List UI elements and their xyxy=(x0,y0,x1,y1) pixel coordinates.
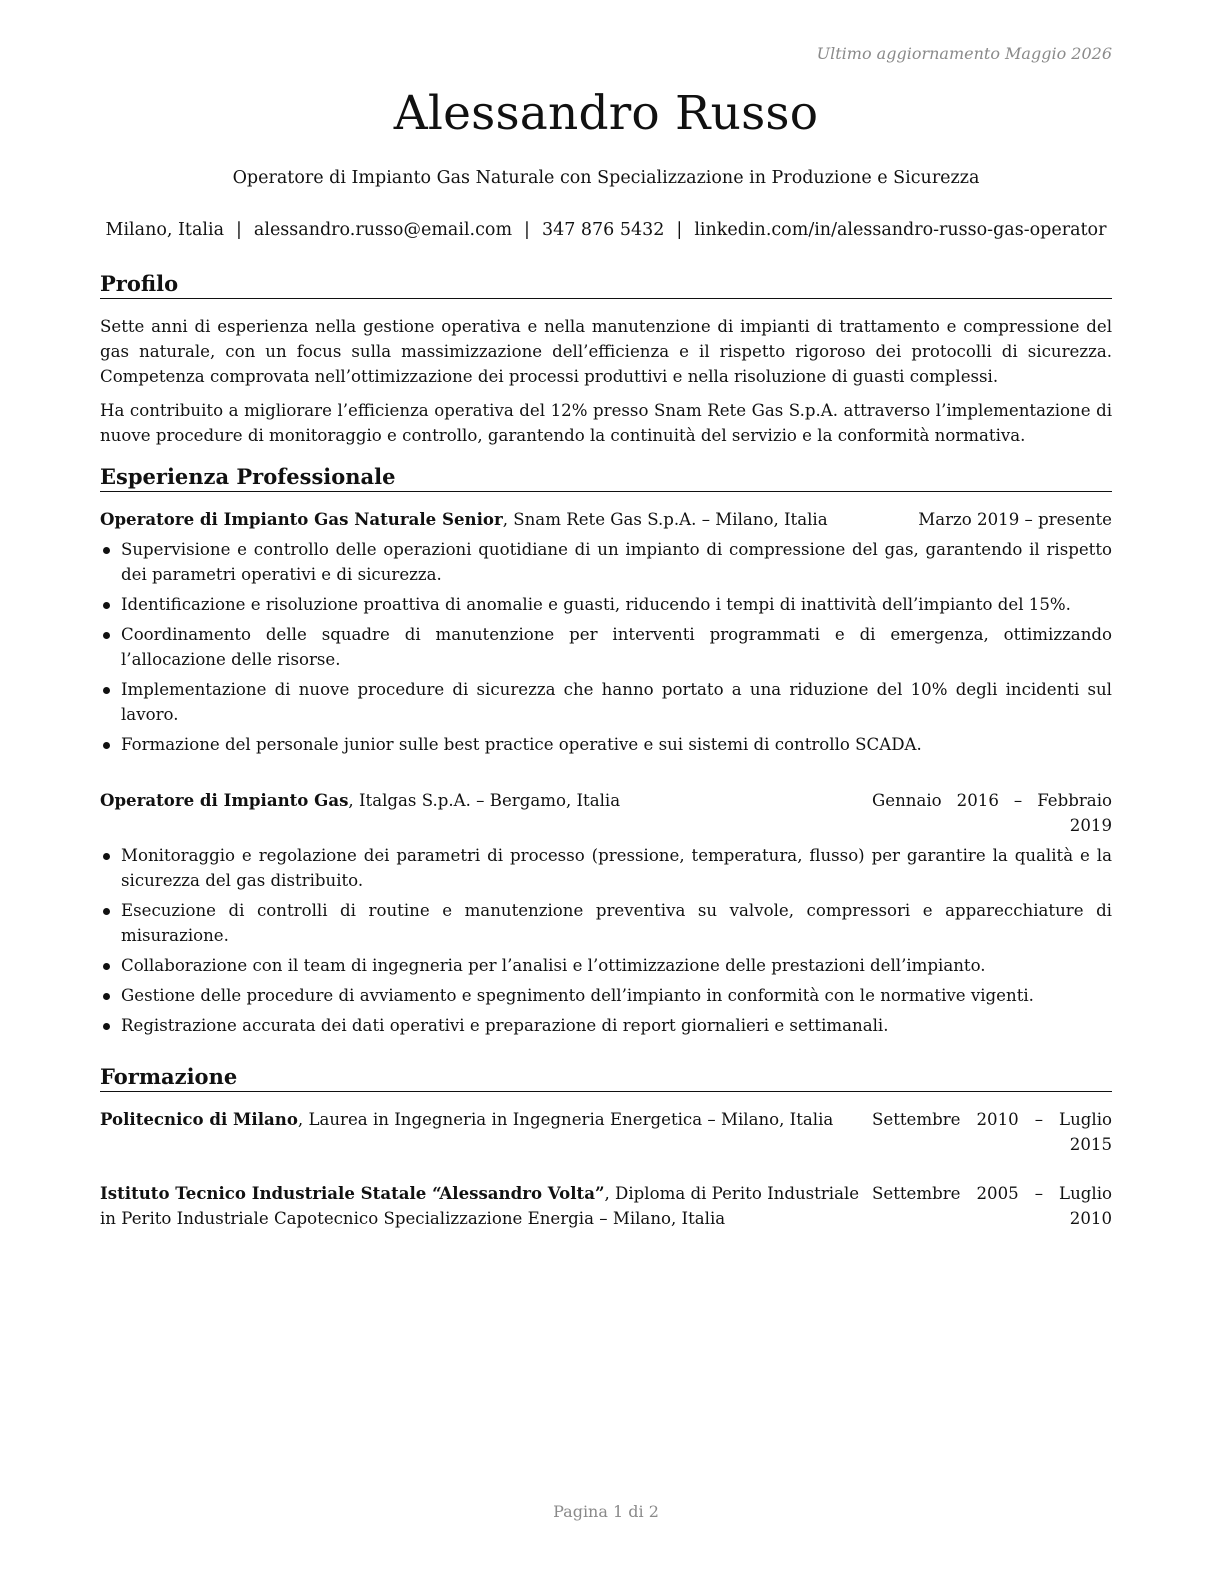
job-company: , Snam Rete Gas S.p.A. – Milano, Italia xyxy=(502,510,828,529)
education-dates: Settembre 2010 – Luglio 2015 xyxy=(872,1110,1112,1154)
job-role: Operatore di Impianto Gas Naturale Senior xyxy=(100,509,503,529)
contact-line xyxy=(100,220,1112,240)
education-details: , Laurea in Ingegneria in Ingegneria Energetica – Milano, Italia xyxy=(297,1110,834,1129)
education-title-line xyxy=(100,1107,833,1132)
candidate-name: Alessandro Russo xyxy=(393,86,819,141)
list-item: Formazione del personale junior sulle best practice operative e sui sistemi di controllo SCADA. xyxy=(100,732,1112,757)
job-dates: Gennaio 2016 – Febbraio 2019 xyxy=(872,791,1112,835)
job-bullets xyxy=(100,537,1112,762)
contact-separator: | xyxy=(236,220,242,240)
section-title-profile: Profilo xyxy=(100,271,1112,299)
education-dates: Settembre 2005 – Luglio 2010 xyxy=(872,1184,1112,1228)
list-item: Gestione delle procedure di avviamento e spegnimento dell’impianto in conformità con le normative vigenti. xyxy=(100,983,1112,1008)
contact-phone: 347 876 5432 xyxy=(541,220,665,240)
list-item: Collaborazione con il team di ingegneria per l’analisi e l’ottimizzazione delle prestazioni dell’impianto. xyxy=(100,953,1112,978)
profile-paragraph: Sette anni di esperienza nella gestione operativa e nella manutenzione di impianti di trattamento e compressione del gas naturale, con un focus sulla massimizzazione dell’efficienza e il rispetto rigoroso dei protocolli di sicurezza. Competenza comprovata nell’ottimizzazione dei processi produttivi e nella risoluzione di guasti complessi. xyxy=(100,317,1112,386)
job-role: Operatore di Impianto Gas xyxy=(100,790,349,810)
contact-separator: | xyxy=(524,220,530,240)
list-item: Coordinamento delle squadre di manutenzione per interventi programmati e di emergenza, ottimizzando l’allocazione delle risorse. xyxy=(100,622,1112,672)
profile-paragraph: Ha contribuito a migliorare l’efficienza operativa del 12% presso Snam Rete Gas S.p.A. attraverso l’implementazione di nuove procedure di monitoraggio e controllo, garantendo la continuità del servizio e la conformità normativa. xyxy=(100,401,1112,445)
education-school: Politecnico di Milano xyxy=(100,1109,298,1129)
job-company: , Italgas S.p.A. – Bergamo, Italia xyxy=(348,791,621,810)
section-title-experience: Esperienza Professionale xyxy=(100,464,1112,492)
candidate-headline: Operatore di Impianto Gas Naturale con Specializzazione in Produzione e Sicurezza xyxy=(232,168,980,188)
contact-location: Milano, Italia xyxy=(105,220,225,240)
education-title-line xyxy=(100,1181,870,1231)
list-item: Implementazione di nuove procedure di sicurezza che hanno portato a una riduzione del 10% degli incidenti sul lavoro. xyxy=(100,677,1112,727)
education-details: , Diploma di Perito Industriale in Perito Industriale Capotecnico Specializzazione Energia – Milano, Italia xyxy=(100,1184,860,1228)
contact-linkedin[interactable]: linkedin.com/in/alessandro-russo-gas-operator xyxy=(694,220,1107,240)
last-updated: Ultimo aggiornamento Maggio 2026 xyxy=(816,44,1112,63)
contact-separator: | xyxy=(676,220,683,240)
job-title-line xyxy=(100,507,828,532)
job-dates: Marzo 2019 – presente xyxy=(918,510,1112,529)
education-school: Istituto Tecnico Industriale Statale “Alessandro Volta” xyxy=(100,1183,605,1203)
contact-email[interactable]: alessandro.russo@email.com xyxy=(253,220,513,240)
job-bullets xyxy=(100,843,1112,1043)
list-item: Registrazione accurata dei dati operativi e preparazione di report giornalieri e settimanali. xyxy=(100,1013,1112,1038)
list-item: Identificazione e risoluzione proattiva di anomalie e guasti, riducendo i tempi di inattività dell’impianto del 15%. xyxy=(100,592,1112,617)
list-item: Supervisione e controllo delle operazioni quotidiane di un impianto di compressione del gas, garantendo il rispetto dei parametri operativi e di sicurezza. xyxy=(100,537,1112,587)
job-title-line xyxy=(100,788,620,813)
page-number: Pagina 1 di 2 xyxy=(553,1502,659,1521)
list-item: Esecuzione di controlli di routine e manutenzione preventiva su valvole, compressori e apparecchiature di misurazione. xyxy=(100,898,1112,948)
list-item: Monitoraggio e regolazione dei parametri di processo (pressione, temperatura, flusso) per garantire la qualità e la sicurezza del gas distribuito. xyxy=(100,843,1112,893)
section-title-education: Formazione xyxy=(100,1064,1112,1092)
